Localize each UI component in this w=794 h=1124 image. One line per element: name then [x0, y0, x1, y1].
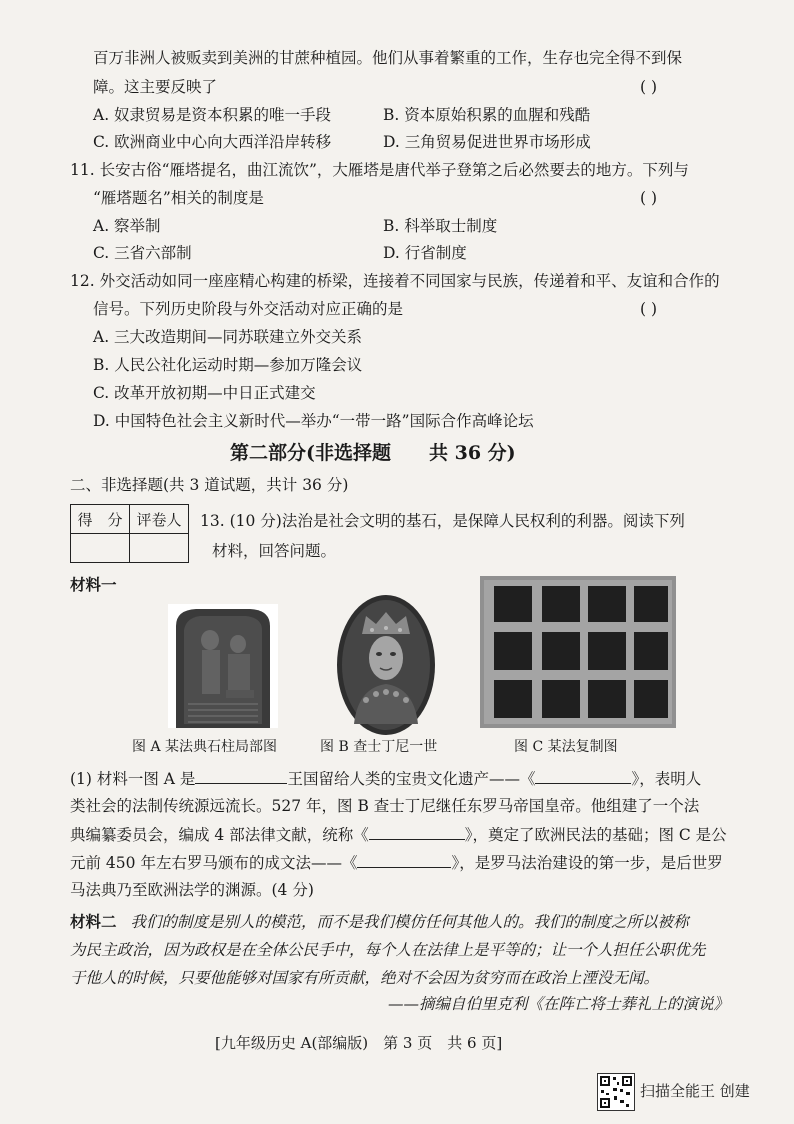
score-cell[interactable] — [71, 534, 130, 563]
q10-option-c: C. 欧洲商业中心向大西洋沿岸转移 — [93, 133, 332, 151]
material2-label: 材料二 — [70, 912, 117, 931]
material2-line1 — [70, 911, 689, 933]
blank-kingdom[interactable] — [195, 767, 287, 784]
q13-intro-line1: 13. (10 分)法治是社会文明的基石，是保障人民权利的利器。阅读下列 — [200, 512, 685, 530]
q13-intro-line2: 材料，回答问题。 — [212, 542, 337, 560]
justinian-mosaic-image — [336, 594, 436, 736]
q12-option-c: C. 改革开放初期—中日正式建交 — [93, 384, 316, 402]
material2-line2: 为民主政治，因为政权是在全体公民手中，每个人在法律上是平等的；让一个人担任公职优先 — [70, 941, 706, 959]
q13-sub1-mid: 王国留给人类的宝贵文化遗产——《 — [287, 770, 536, 788]
score-table — [70, 504, 189, 563]
q11-option-a: A. 察举制 — [93, 217, 161, 235]
q13-sub1-line1 — [70, 767, 701, 790]
page-footer: [九年级历史 A(部编版) 第 3 页 共 6 页] — [215, 1034, 503, 1052]
q13-sub1-line4-prefix: 元前 450 年左右罗马颁布的成文法——《 — [70, 854, 358, 872]
q12-option-a: A. 三大改造期间—同苏联建立外交关系 — [93, 328, 363, 346]
q10-stem-line2: 障。这主要反映了 — [93, 78, 218, 96]
q11-option-b: B. 科举取士制度 — [383, 217, 498, 235]
q10-answer-paren: ( ) — [640, 78, 658, 96]
blank-code-name[interactable] — [535, 767, 631, 784]
twelve-tables-image — [480, 576, 676, 728]
material2-line3: 于他人的时候，只要他能够对国家有所贡献，绝对不会因为贫穷而在政治上湮没无闻。 — [70, 969, 660, 987]
grader-header: 评卷人 — [130, 505, 189, 534]
material2-text1: 我们的制度是别人的模范，而不是我们模仿任何其他人的。我们的制度之所以被称 — [130, 913, 689, 931]
part2-heading: 二、非选择题(共 3 道试题，共计 36 分) — [70, 476, 349, 494]
q10-option-b: B. 资本原始积累的血腥和残酷 — [383, 106, 591, 124]
caption-figure-c: 图 C 某法复制图 — [514, 739, 618, 755]
q13-sub1-line3-prefix: 典编纂委员会，编成 4 部法律文献，统称《 — [70, 826, 369, 844]
q13-sub1-prefix: (1) 材料一图 A 是 — [70, 770, 196, 788]
q12-option-d: D. 中国特色社会主义新时代—举办“一带一路”国际合作高峰论坛 — [93, 412, 534, 430]
q11-option-c: C. 三省六部制 — [93, 244, 192, 262]
stele-image — [168, 604, 278, 728]
material2-source: ——摘编自伯里克利《在阵亡将士葬礼上的演说》 — [388, 995, 730, 1013]
q11-stem-line2: “雁塔题名”相关的制度是 — [93, 189, 264, 207]
q11-answer-paren: ( ) — [640, 189, 658, 207]
part2-title: 第二部分(非选择题 共 36 分) — [230, 442, 516, 464]
caption-figure-b: 图 B 查士丁尼一世 — [320, 739, 438, 755]
q13-sub1-line4 — [70, 851, 723, 874]
blank-written-law[interactable] — [357, 851, 451, 868]
q13-sub1-line4-end: 》，是罗马法治建设的第一步，是后世罗 — [451, 854, 723, 872]
qr-code-icon — [597, 1073, 635, 1111]
q11-option-d: D. 行省制度 — [383, 244, 467, 262]
q10-stem-line1: 百万非洲人被贩卖到美洲的甘蔗种植园。他们从事着繁重的工作，生存也完全得不到保 — [93, 49, 683, 67]
blank-corpus[interactable] — [369, 823, 465, 840]
scanner-brand: 扫描全能王 创建 — [640, 1082, 750, 1100]
q13-sub1-end: 》，表明人 — [631, 770, 702, 788]
q13-sub1-line3 — [70, 823, 727, 846]
q10-option-a: A. 奴隶贸易是资本积累的唯一手段 — [93, 106, 332, 124]
q11-stem-line1: 11. 长安古俗“雁塔提名，曲江流饮”，大雁塔是唐代举子登第之后必然要去的地方。下列与 — [70, 161, 689, 179]
caption-figure-a: 图 A 某法典石柱局部图 — [132, 739, 278, 755]
q13-sub1-line2: 类社会的法制传统源远流长。527 年，图 B 查士丁尼继任东罗马帝国皇帝。他组建了一个法 — [70, 797, 700, 815]
q12-answer-paren: ( ) — [640, 300, 658, 318]
grader-cell[interactable] — [130, 534, 189, 563]
q10-option-d: D. 三角贸易促进世界市场形成 — [383, 133, 591, 151]
q12-stem-line1: 12. 外交活动如同一座座精心构建的桥梁，连接着不同国家与民族，传递着和平、友谊和合作的 — [70, 272, 720, 290]
q12-option-b: B. 人民公社化运动时期—参加万隆会议 — [93, 356, 363, 374]
score-header: 得 分 — [71, 505, 130, 534]
material1-label: 材料一 — [70, 575, 117, 594]
q13-sub1-line3-end: 》，奠定了欧洲民法的基础；图 C 是公 — [464, 826, 727, 844]
q12-stem-line2: 信号。下列历史阶段与外交活动对应正确的是 — [93, 300, 404, 318]
q13-sub1-line5: 马法典乃至欧洲法学的渊源。(4 分) — [70, 881, 314, 899]
